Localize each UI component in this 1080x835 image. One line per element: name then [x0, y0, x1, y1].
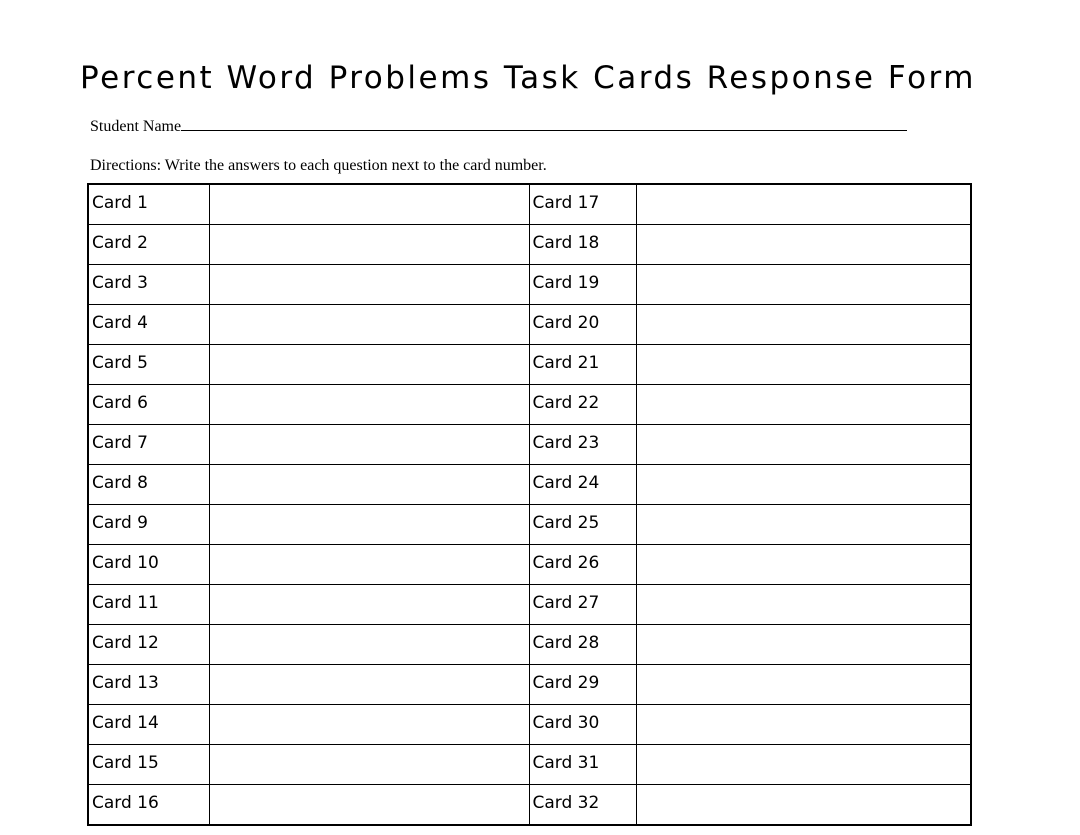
card-label-right: Card 23 — [529, 425, 636, 465]
card-label-right: Card 27 — [529, 585, 636, 625]
answer-cell-left[interactable] — [209, 184, 529, 225]
card-label-right: Card 28 — [529, 625, 636, 665]
answer-cell-right[interactable] — [636, 184, 971, 225]
table-row — [88, 425, 971, 465]
table-row — [88, 184, 971, 225]
page-title: Percent Word Problems Task Cards Response Form — [80, 60, 976, 96]
answer-cell-left[interactable] — [209, 305, 529, 345]
answer-cell-right[interactable] — [636, 425, 971, 465]
table-row — [88, 385, 971, 425]
card-label-left: Card 11 — [88, 585, 209, 625]
student-name-label: Student Name — [90, 118, 182, 135]
card-label-right: Card 22 — [529, 385, 636, 425]
card-label-right: Card 17 — [529, 184, 636, 225]
answer-cell-right[interactable] — [636, 505, 971, 545]
table-row — [88, 625, 971, 665]
answer-cell-left[interactable] — [209, 785, 529, 826]
answer-cell-left[interactable] — [209, 625, 529, 665]
card-label-right: Card 32 — [529, 785, 636, 826]
card-label-left: Card 3 — [88, 265, 209, 305]
card-label-right: Card 31 — [529, 745, 636, 785]
answer-cell-left[interactable] — [209, 665, 529, 705]
answer-cell-right[interactable] — [636, 385, 971, 425]
card-label-left: Card 4 — [88, 305, 209, 345]
card-label-right: Card 30 — [529, 705, 636, 745]
card-label-right: Card 18 — [529, 225, 636, 265]
table-row — [88, 465, 971, 505]
answer-cell-right[interactable] — [636, 345, 971, 385]
card-label-left: Card 14 — [88, 705, 209, 745]
card-label-left: Card 2 — [88, 225, 209, 265]
table-row — [88, 545, 971, 585]
answer-cell-right[interactable] — [636, 585, 971, 625]
card-label-left: Card 5 — [88, 345, 209, 385]
table-row — [88, 265, 971, 305]
card-label-right: Card 29 — [529, 665, 636, 705]
table-row — [88, 505, 971, 545]
answer-cell-left[interactable] — [209, 505, 529, 545]
card-label-right: Card 20 — [529, 305, 636, 345]
card-label-left: Card 10 — [88, 545, 209, 585]
answer-cell-right[interactable] — [636, 785, 971, 826]
answer-cell-right[interactable] — [636, 265, 971, 305]
table-row — [88, 585, 971, 625]
answer-cell-right[interactable] — [636, 465, 971, 505]
table-row — [88, 665, 971, 705]
card-label-right: Card 25 — [529, 505, 636, 545]
response-table — [87, 183, 972, 826]
table-row — [88, 305, 971, 345]
answer-cell-left[interactable] — [209, 265, 529, 305]
student-name-line — [90, 116, 907, 137]
answer-cell-right[interactable] — [636, 305, 971, 345]
answer-cell-right[interactable] — [636, 665, 971, 705]
answer-cell-left[interactable] — [209, 425, 529, 465]
card-label-left: Card 16 — [88, 785, 209, 826]
card-label-left: Card 7 — [88, 425, 209, 465]
table-row — [88, 225, 971, 265]
table-row — [88, 745, 971, 785]
card-label-right: Card 19 — [529, 265, 636, 305]
answer-cell-right[interactable] — [636, 705, 971, 745]
card-label-right: Card 26 — [529, 545, 636, 585]
card-label-left: Card 12 — [88, 625, 209, 665]
card-label-left: Card 9 — [88, 505, 209, 545]
directions-text: Directions: Write the answers to each question next to the card number. — [90, 157, 547, 174]
card-label-left: Card 15 — [88, 745, 209, 785]
card-label-left: Card 13 — [88, 665, 209, 705]
answer-cell-right[interactable] — [636, 225, 971, 265]
table-row — [88, 705, 971, 745]
answer-cell-right[interactable] — [636, 745, 971, 785]
answer-cell-right[interactable] — [636, 625, 971, 665]
card-label-right: Card 24 — [529, 465, 636, 505]
answer-cell-right[interactable] — [636, 545, 971, 585]
answer-cell-left[interactable] — [209, 385, 529, 425]
card-label-left: Card 6 — [88, 385, 209, 425]
answer-cell-left[interactable] — [209, 545, 529, 585]
table-row — [88, 785, 971, 826]
student-name-blank[interactable] — [181, 116, 907, 131]
answer-cell-left[interactable] — [209, 225, 529, 265]
answer-cell-left[interactable] — [209, 465, 529, 505]
card-label-right: Card 21 — [529, 345, 636, 385]
answer-cell-left[interactable] — [209, 705, 529, 745]
table-row — [88, 345, 971, 385]
card-label-left: Card 8 — [88, 465, 209, 505]
answer-cell-left[interactable] — [209, 585, 529, 625]
card-label-left: Card 1 — [88, 184, 209, 225]
answer-cell-left[interactable] — [209, 345, 529, 385]
answer-cell-left[interactable] — [209, 745, 529, 785]
